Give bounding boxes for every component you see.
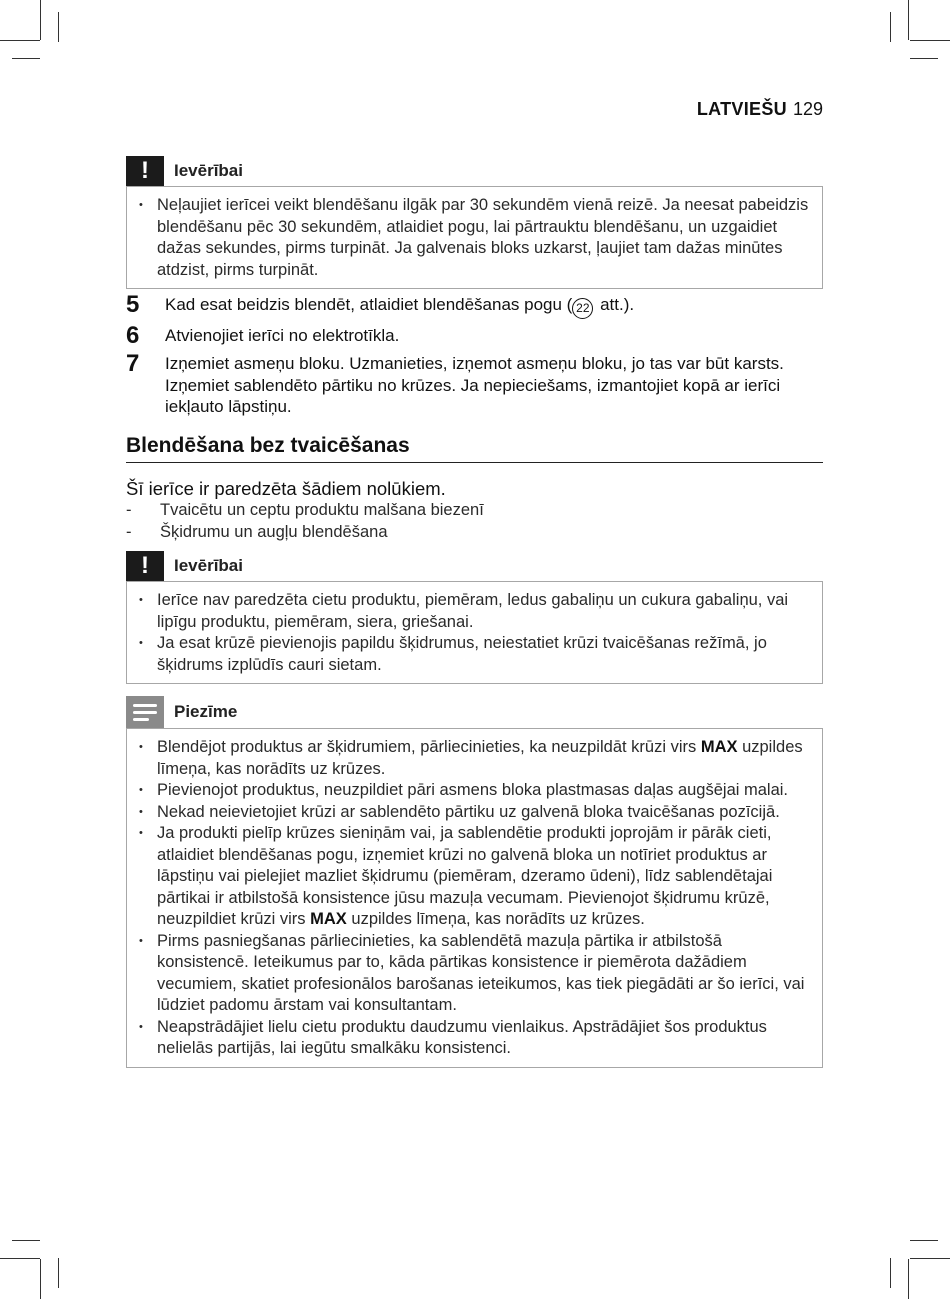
list-item: • Nekad neievietojiet krūzi ar sablendēto pārtiku uz galvenā bloka tvaicēšanas pozīcijā. [137,802,810,824]
step-item [126,350,823,418]
list-item: - Tvaicētu un ceptu produktu malšana biezenī [126,500,484,522]
list-item: - Šķidrumu un augļu blendēšana [126,522,484,544]
callout-title: Piezīme [174,702,238,721]
step-text [165,294,823,319]
crop-mark [12,1240,40,1241]
crop-mark [890,12,891,42]
step-number: 6 [126,322,140,349]
warning-list [137,590,810,676]
header-language: LATVIEŠU [696,99,787,119]
note-callout [126,696,823,1068]
text-part: uzpildes līmeņa, kas norādīts uz krūzes. [346,910,645,928]
step-text-part: att.). [595,295,635,314]
step-text: Atvienojiet ierīci no elektrotīkla. [165,326,400,345]
crop-mark [40,1259,41,1299]
exclamation-icon: ! [126,156,164,186]
list-item: • Ja esat krūzē pievienojis papildu šķidrumus, neiestatiet krūzi tvaicēšanas režīmā, jo šķidrums izplūdīs cauri sietam. [137,633,810,676]
step-text-part: Kad esat beidzis blendēt, atlaidiet blendēšanas pogu ( [165,295,573,314]
page-number: 129 [792,99,823,119]
crop-mark [908,1259,909,1299]
exclamation-icon: ! [126,551,164,581]
crop-mark [58,1258,59,1288]
max-label: MAX [700,738,738,756]
list-item: • Neapstrādājiet lielu cietu produktu daudzumu vienlaikus. Apstrādājiet šos produktus nelielās partijās, lai iegūtu smalkāku konsistenci. [137,1017,810,1060]
page-header [697,99,823,120]
crop-mark [58,12,59,42]
list-item [137,737,810,780]
callout-box [126,728,823,1068]
step-number: 5 [126,291,140,318]
callout-header [126,696,823,728]
section-title: Blendēšana bez tvaicēšanas [126,434,823,463]
callout-box [126,186,823,289]
warning-callout [126,551,823,684]
step-number: 7 [126,350,140,377]
callout-title: Ievērībai [174,161,243,180]
crop-mark [0,40,40,41]
text-part: uzpildes līmeņa, kas norādīts uz krūzes. [157,738,803,778]
list-item: • Pievienojot produktus, neuzpildiet pāri asmens bloka plastmasas daļas augšējai malai. [137,780,810,802]
crop-mark [910,1240,938,1241]
callout-header [126,156,823,186]
callout-title: Ievērībai [174,556,243,575]
uses-list [126,500,484,543]
list-item: • Neļaujiet ierīcei veikt blendēšanu ilgāk par 30 sekundēm vienā reizē. Ja neesat pabeidzis blendēšanu pēc 30 sekundēm, atlaidiet pogu, lai pārtrauktu blendēšanu, un uzgaidiet dažas sekundes, pirms turpināt. Ja galvenais bloks uzkarst, ļaujiet tam dažas minūtes atdzist, pirms turpināt. [137,195,810,281]
warning-list [137,195,810,281]
list-item [137,823,810,931]
crop-mark [40,0,41,40]
text-part: Ja produkti pielīp krūzes sieniņām vai, ja sablendētie produkti joprojām ir pārāk cieti, atlaidiet blendēšanas pogu, izņemiet krūzi no galvenā bloka un notīriet produktus ar lāpstiņu vai pielejiet mazliet šķidrumu (piemēram, dzeramo ūdeni), līdz sablendētajai pārtikai ir atbilstošā konsistence jūsu mazuļa vecumam. Pievienojot šķidrumu krūzē, neuzpildiet krūzi virs [157,824,773,928]
step-text: Izņemiet asmeņu bloku. Uzmanieties, izņemot asmeņu bloku, jo tas var būt karsts. Izņemiet sablendēto pārtiku no krūzes. Ja nepieciešams, izmantojiet kopā ar ierīci iekļauto lāpstiņu. [165,354,784,416]
crop-mark [908,0,909,40]
callout-header [126,551,823,581]
crop-mark [910,58,938,59]
crop-mark [910,40,950,41]
crop-mark [12,58,40,59]
callout-box [126,581,823,684]
max-label: MAX [310,910,347,928]
crop-mark [0,1258,40,1259]
figure-reference: 22 [572,298,593,319]
list-item: • Pirms pasniegšanas pārliecinieties, ka sablendētā mazuļa pārtika ir atbilstošā konsistencē. Ieteikumus par to, kāda pārtikas konsistence ir piemērota dažādiem vecumiem, skatiet profesionālos barošanas ieteikumos, kas tiek piegādāti ar šo ierīci, vai lūdziet padomu ārstam vai konsultantam. [137,931,810,1017]
crop-mark [910,1258,950,1259]
warning-callout [126,156,823,289]
list-item: • Ierīce nav paredzēta cietu produktu, piemēram, ledus gabaliņu un cukura gabaliņu, vai lipīgu produktu, piemēram, siera, griešanai. [137,590,810,633]
section-subheading: Šī ierīce ir paredzēta šādiem nolūkiem. [126,478,446,499]
steps-list [126,291,823,418]
text-part: Blendējot produktus ar šķidrumiem, pārliecinieties, ka neuzpildāt krūzi virs [157,738,701,756]
note-lines-icon [126,696,164,728]
note-list [137,737,810,1060]
step-item [126,291,823,319]
step-item [126,322,823,349]
crop-mark [890,1258,891,1288]
